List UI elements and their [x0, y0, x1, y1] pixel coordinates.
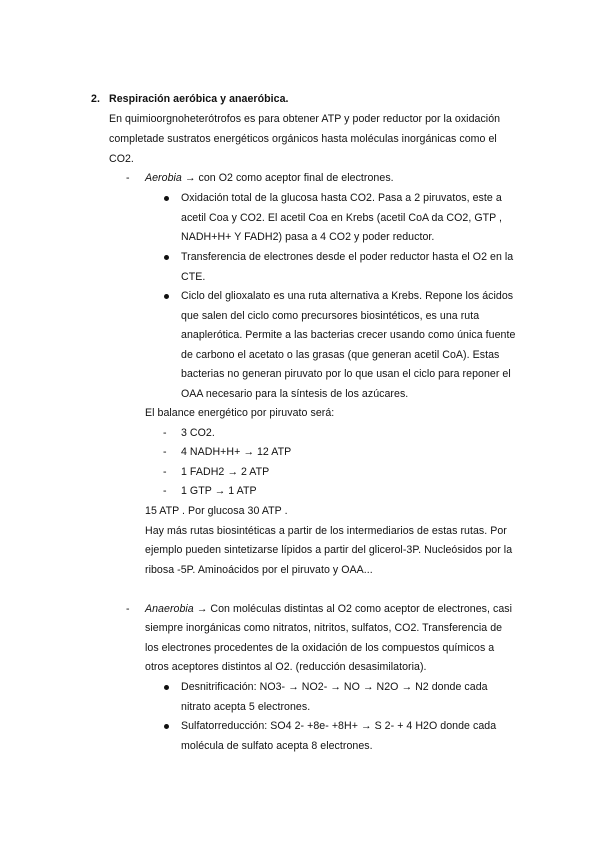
dash-marker: - — [126, 172, 130, 184]
intro-line: completade sustratos energéticos orgánicos hasta moléculas inorgánicas como el — [109, 133, 497, 145]
balance-item: 1 GTP → 1 ATP — [181, 485, 257, 497]
extra-line: ejemplo pueden sintetizarse lípidos a partir del glicerol-3P. Nucleósidos por la — [145, 544, 513, 556]
bullet-line: nitrato acepta 5 electrones. — [181, 701, 311, 713]
bullet-line: Ciclo del glioxalato es una ruta alternativa a Krebs. Repone los ácidos — [181, 290, 514, 302]
section-number: 2. — [91, 93, 100, 105]
bullet-dot — [164, 724, 169, 729]
extra-line: Hay más rutas biosintéticas a partir de los intermediarios de estas rutas. Por — [145, 525, 507, 537]
aerobia-heading — [145, 171, 394, 185]
section-title: Respiración aeróbica y anaeróbica. — [109, 93, 289, 105]
balance-title: El balance energético por piruvato será: — [145, 407, 335, 419]
anaerobia-line: siempre inorgánicas como nitratos, nitritos, sulfatos, CO2. Transferencia de — [145, 622, 503, 634]
dash-marker: - — [163, 466, 167, 478]
anaerobia-definition: → Con moléculas distintas al O2 como aceptor de electrones, casi — [193, 603, 513, 615]
anaerobia-heading — [145, 602, 512, 616]
dash-marker: - — [163, 446, 167, 458]
intro-line: CO2. — [109, 153, 134, 165]
bullet-dot — [164, 255, 169, 260]
anaerobia-line: los electrones procedentes de la oxidación de los compuestos químicos a — [145, 642, 495, 654]
bullet-dot — [164, 196, 169, 201]
bullet-line: anaplerótica. Permite a las bacterias crecer usando como única fuente — [181, 329, 516, 341]
bullet-dot — [164, 685, 169, 690]
bullet-dot — [164, 294, 169, 299]
bullet-line: CTE. — [181, 271, 206, 283]
bullet-line: NADH+H+ Y FADH2) pasa a 4 CO2 y poder reductor. — [181, 231, 435, 243]
bullet-line: Sulfatorreducción: SO4 2- +8e- +8H+ → S 2- + 4 H2O donde cada — [181, 720, 497, 732]
balance-total: 15 ATP . Por glucosa 30 ATP . — [145, 505, 288, 517]
balance-item: 3 CO2. — [181, 427, 215, 439]
anaerobia-line: otros aceptores distintos al O2. (reducción desasimilatoria). — [145, 661, 427, 673]
anaerobia-term: Anaerobia — [145, 603, 194, 615]
bullet-line: acetil Coa y CO2. El acetil Coa en Krebs (acetil CoA da CO2, GTP , — [181, 212, 503, 224]
intro-line: En quimioorgnoheterótrofos es para obtener ATP y poder reductor por la oxidación — [109, 113, 501, 125]
balance-item: 4 NADH+H+ → 12 ATP — [181, 446, 292, 458]
bullet-line: Oxidación total de la glucosa hasta CO2. Pasa a 2 piruvatos, este a — [181, 192, 502, 204]
extra-line: ribosa -5P. Aminoácidos por el piruvato y OAA... — [145, 564, 373, 576]
bullet-line: molécula de sulfato acepta 8 electrones. — [181, 740, 373, 752]
bullet-line: bacterias no generan piruvato por lo que usan el ciclo para reponer el — [181, 368, 511, 380]
aerobia-term: Aerobia — [145, 172, 182, 184]
dash-marker: - — [163, 485, 167, 497]
bullet-line: OAA necesario para la síntesis de los azúcares. — [181, 388, 409, 400]
bullet-line: que salen del ciclo como precursores biosintéticos, es una ruta — [181, 310, 480, 322]
dash-marker: - — [163, 427, 167, 439]
aerobia-definition: → con O2 como aceptor final de electrones. — [181, 172, 394, 184]
bullet-line: Transferencia de electrones desde el poder reductor hasta el O2 en la — [181, 251, 514, 263]
bullet-line: de carbono el acetato o las grasas (que generan acetil CoA). Estas — [181, 349, 500, 361]
balance-item: 1 FADH2 → 2 ATP — [181, 466, 270, 478]
dash-marker: - — [126, 603, 130, 615]
bullet-line: Desnitrificación: NO3- → NO2- → NO → N2O → N2 donde cada — [181, 681, 488, 693]
